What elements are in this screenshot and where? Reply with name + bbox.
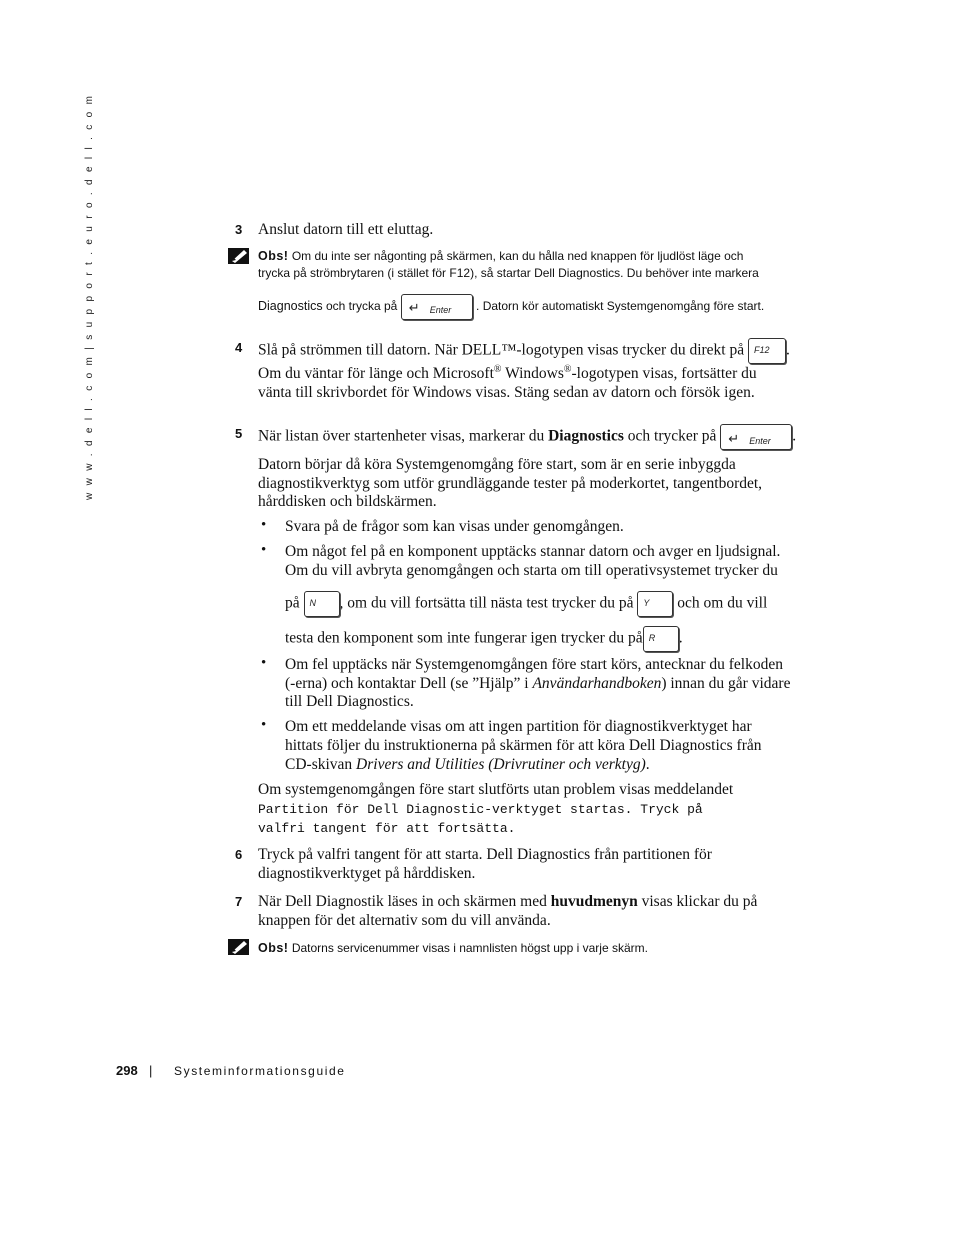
main-menu-bold: huvudmenyn (550, 893, 638, 910)
bullet-2-line-3 (285, 591, 767, 617)
bullet-2-line-3-a: på (285, 594, 300, 612)
bullet-2-mark: • (261, 542, 267, 558)
bullet-4-line-1: Om ett meddelande visas om att ingen partition för diagnostikverktyget har (285, 718, 752, 735)
sidebar-url (84, 93, 98, 500)
step-4-line-2-c: -logotypen visas, fortsätter du (571, 365, 757, 382)
message-line-1: Partition för Dell Diagnostic-verktyget startas. Tryck på (258, 802, 703, 817)
step-4-line-1 (258, 338, 790, 364)
step-5-number: 5 (235, 426, 243, 441)
y-key-label: Y (643, 598, 650, 608)
note-1-press: och trycka på (325, 299, 398, 314)
note-1-line-3-end: . Datorn kör automatiskt Systemgenomgång före start. (476, 299, 765, 314)
message-line-2: valfri tangent för att fortsätta. (258, 821, 516, 836)
n-key-label: N (309, 598, 317, 608)
bullet-1-text: Svara på de frågor som kan visas under genomgången. (285, 518, 624, 535)
enter-key-label: Enter (429, 305, 452, 315)
step-5-line-1 (258, 424, 796, 450)
step-3-number: 3 (235, 222, 243, 237)
step-4-line-1-end: . (785, 341, 790, 359)
step-6-number: 6 (235, 847, 243, 862)
step-5-para-1: Datorn börjar då köra Systemgenomgång före start, som är en serie inbyggda (258, 456, 736, 473)
bullet-3-line-2-b: ) innan du går vidare (661, 675, 791, 692)
bullet-2-line-2: Om du vill avbryta genomgången och starta om till operativsystemet trycker du (285, 562, 778, 579)
step-5-line-1-a: När listan över startenheter visas, markerar du (258, 427, 545, 445)
note-pencil-icon (228, 247, 250, 265)
sidebar-url-text: w w w . d e l l . c o m | s u p p o r t . e u r o . d e l l . c o m (84, 93, 95, 500)
enter-key (720, 424, 792, 450)
note-pencil-icon (228, 938, 250, 956)
bullet-4-line-3 (285, 755, 650, 774)
step-7-line-2: knappen för det alternativ som du vill använda. (258, 912, 551, 929)
step-4-line-2-b: Windows (501, 365, 564, 382)
bullet-3-mark: • (261, 655, 267, 671)
step-4-line-3: vänta till skrivbordet för Windows visas. Stäng sedan av datorn och försök igen. (258, 384, 755, 401)
note-2-label: Obs! (258, 941, 289, 955)
step-7-line-1 (258, 892, 757, 911)
bullet-2-line-1: Om något fel på en komponent upptäcks stannar datorn och avger en ljudsignal. (285, 543, 781, 560)
bullet-3-line-2 (285, 674, 790, 693)
cd-title: Drivers and Utilities (Drivrutiner och verktyg) (356, 756, 646, 773)
note-1-label: Obs! (258, 249, 289, 263)
bullet-4-line-3-end: . (645, 756, 650, 773)
diagnostics-bold: Diagnostics (548, 427, 624, 445)
step-5-line-1-b: och trycker på (627, 427, 717, 445)
step-4-line-1-text: Slå på strömmen till datorn. När DELL™-logotypen visas trycker du direkt på (258, 341, 745, 359)
registered-mark: ® (493, 363, 502, 375)
bullet-3-line-2-a: (-erna) och kontaktar Dell (se ”Hjälp” i (285, 675, 529, 692)
bullet-4-line-2: hittats följer du instruktionerna på skärmen för att köra Dell Diagnostics från (285, 737, 762, 754)
note-1-line-3 (258, 294, 764, 320)
note-2 (258, 940, 648, 957)
note-2-text: Datorns servicenummer visas i namnlisten högst upp i varje skärm. (291, 941, 648, 955)
enter-arrow-icon: ↵ (728, 431, 740, 446)
r-key-label: R (648, 633, 656, 643)
user-guide-title: Användarhandboken (532, 675, 662, 692)
enter-arrow-icon: ↵ (408, 300, 420, 315)
completion-text: Om systemgenomgången före start slutförts utan problem visas meddelandet (258, 781, 734, 798)
bullet-2-line-4-end: . (678, 629, 683, 647)
step-5-line-1-end: . (792, 427, 797, 445)
step-7-number: 7 (235, 894, 243, 909)
n-key (304, 591, 340, 617)
f12-key (748, 338, 786, 364)
enter-key-label: Enter (749, 436, 771, 446)
step-5-para-2: diagnostikverktyg som utför grundläggande tester på moderkortet, tangentbordet, (258, 475, 763, 492)
step-7-line-1-b: visas klickar du på (641, 893, 758, 910)
bullet-2-line-4 (285, 626, 683, 652)
page-number: 298 (116, 1063, 138, 1078)
bullet-3-line-3: till Dell Diagnostics. (285, 693, 414, 710)
footer-separator: | (149, 1063, 153, 1078)
note-1-line-1 (258, 248, 743, 265)
bullet-2-line-3-c: och om du vill (677, 594, 768, 612)
bullet-4-mark: • (261, 717, 267, 733)
step-6-line-1: Tryck på valfri tangent för att starta. Dell Diagnostics från partitionen för (258, 846, 712, 863)
step-4-line-2 (258, 364, 757, 383)
enter-key (401, 294, 473, 320)
y-key (637, 591, 673, 617)
step-4-line-2-a: Om du väntar för länge och Microsoft (258, 365, 494, 382)
diagnostics-term: Diagnostics (258, 299, 323, 314)
step-6-line-2: diagnostikverktyget på hårddisken. (258, 865, 476, 882)
registered-mark: ® (563, 363, 572, 375)
step-5-para-3: hårddisken och bildskärmen. (258, 493, 437, 510)
r-key (643, 626, 679, 652)
bullet-2-line-4-a: testa den komponent som inte fungerar igen trycker du på (285, 629, 643, 647)
step-7-line-1-a: När Dell Diagnostik läses in och skärmen med (258, 893, 547, 910)
bullet-4-line-3-a: CD-skivan (285, 756, 353, 773)
note-1-line-2: trycka på strömbrytaren (i stället för F12), så startar Dell Diagnostics. Du behöver inte markera (258, 266, 759, 280)
bullet-3-line-1: Om fel upptäcks när Systemgenomgången före start körs, antecknar du felkoden (285, 656, 783, 673)
step-3-text: Anslut datorn till ett eluttag. (258, 221, 434, 238)
bullet-1-mark: • (261, 517, 267, 533)
bullet-2-line-3-b: , om du vill fortsätta till nästa test trycker du på (339, 594, 634, 612)
footer-title: Systeminformationsguide (174, 1064, 346, 1078)
step-4-number: 4 (235, 340, 243, 355)
note-1-line-1-text: Om du inte ser någonting på skärmen, kan du hålla ned knappen för ljudlöst läge och (291, 249, 744, 263)
f12-key-label: F12 (753, 345, 770, 355)
